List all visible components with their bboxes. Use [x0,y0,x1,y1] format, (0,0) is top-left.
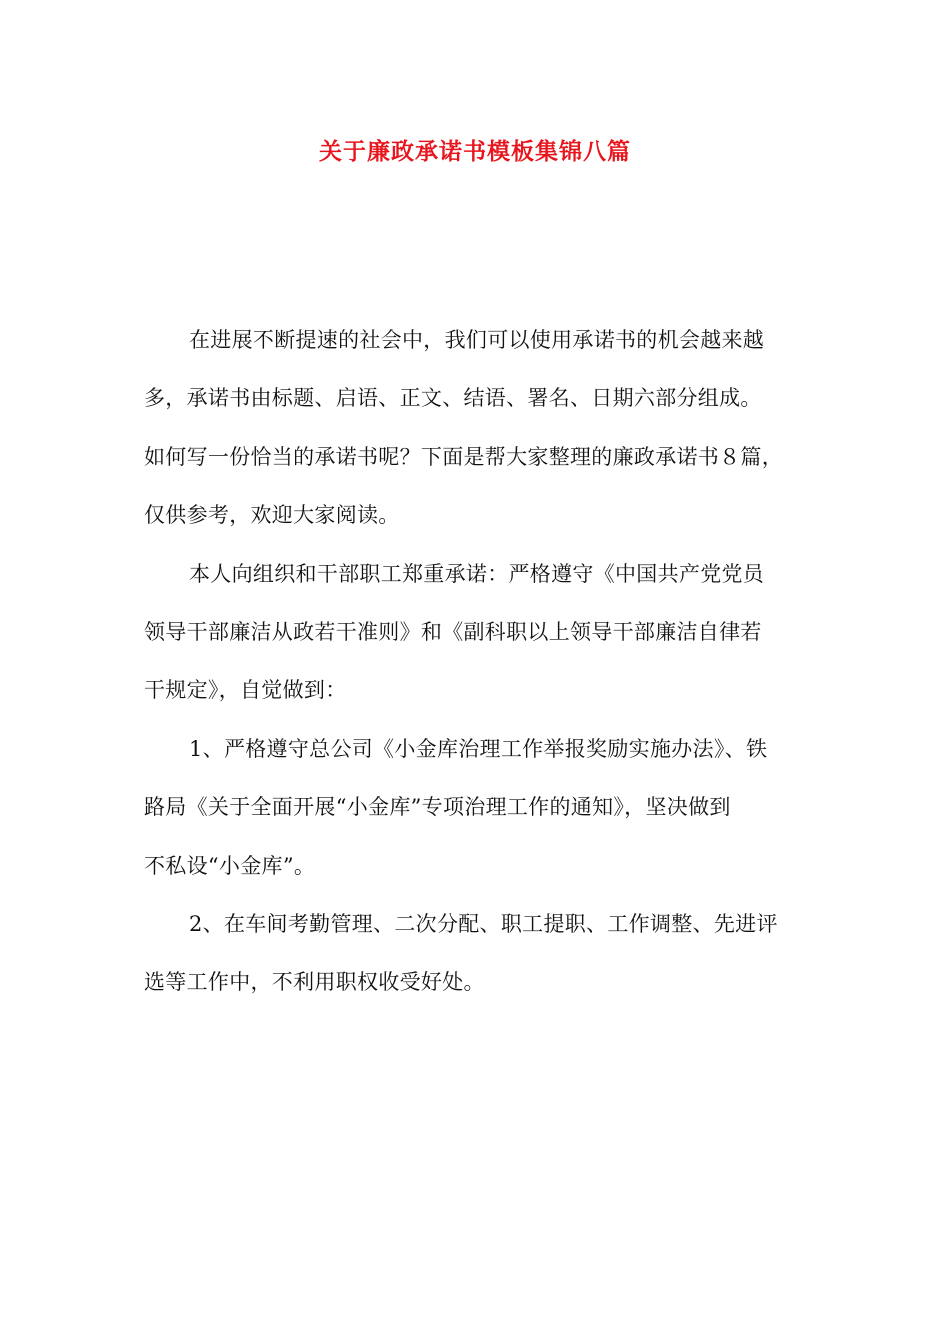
paragraph-item-2-line-1: 2、在车间考勤管理、二次分配、职工提职、工作调整、先进评 [189,911,778,936]
paragraph-item-1-line-1: 1、严格遵守总公司《小金库治理工作举报奖励实施办法》、铁 [189,736,768,761]
paragraph-intro-line-4: 仅供参考，欢迎大家阅读。 [144,503,400,528]
document-body [144,320,810,1021]
paragraph-item-1-line-2: 路局《关于全面开展“小金库”专项治理工作的通知》，坚决做到 [144,795,731,820]
paragraph-pledge-line-2: 领导干部廉洁从政若干准则》和《副科职以上领导干部廉洁自律若 [144,619,762,644]
paragraph-intro-line-3: 如何写一份恰当的承诺书呢？下面是帮大家整理的廉政承诺书８篇， [144,444,783,469]
paragraph-item-1-line-3: 不私设“小金库”。 [144,853,316,878]
paragraph-intro-line-1: 在进展不断提速的社会中，我们可以使用承诺书的机会越来越 [189,328,765,352]
document-title: 关于廉政承诺书模板集锦八篇 [319,138,631,165]
paragraph-item-2-line-2: 选等工作中，不利用职权收受好处。 [144,970,485,995]
paragraph-pledge-line-1: 本人向组织和干部职工郑重承诺：严格遵守《中国共产党党员 [189,561,765,586]
paragraph-intro-line-2: 多，承诺书由标题、启语、正文、结语、署名、日期六部分组成。 [144,386,762,411]
paragraph-pledge-line-3: 干规定》，自觉做到： [144,678,347,703]
